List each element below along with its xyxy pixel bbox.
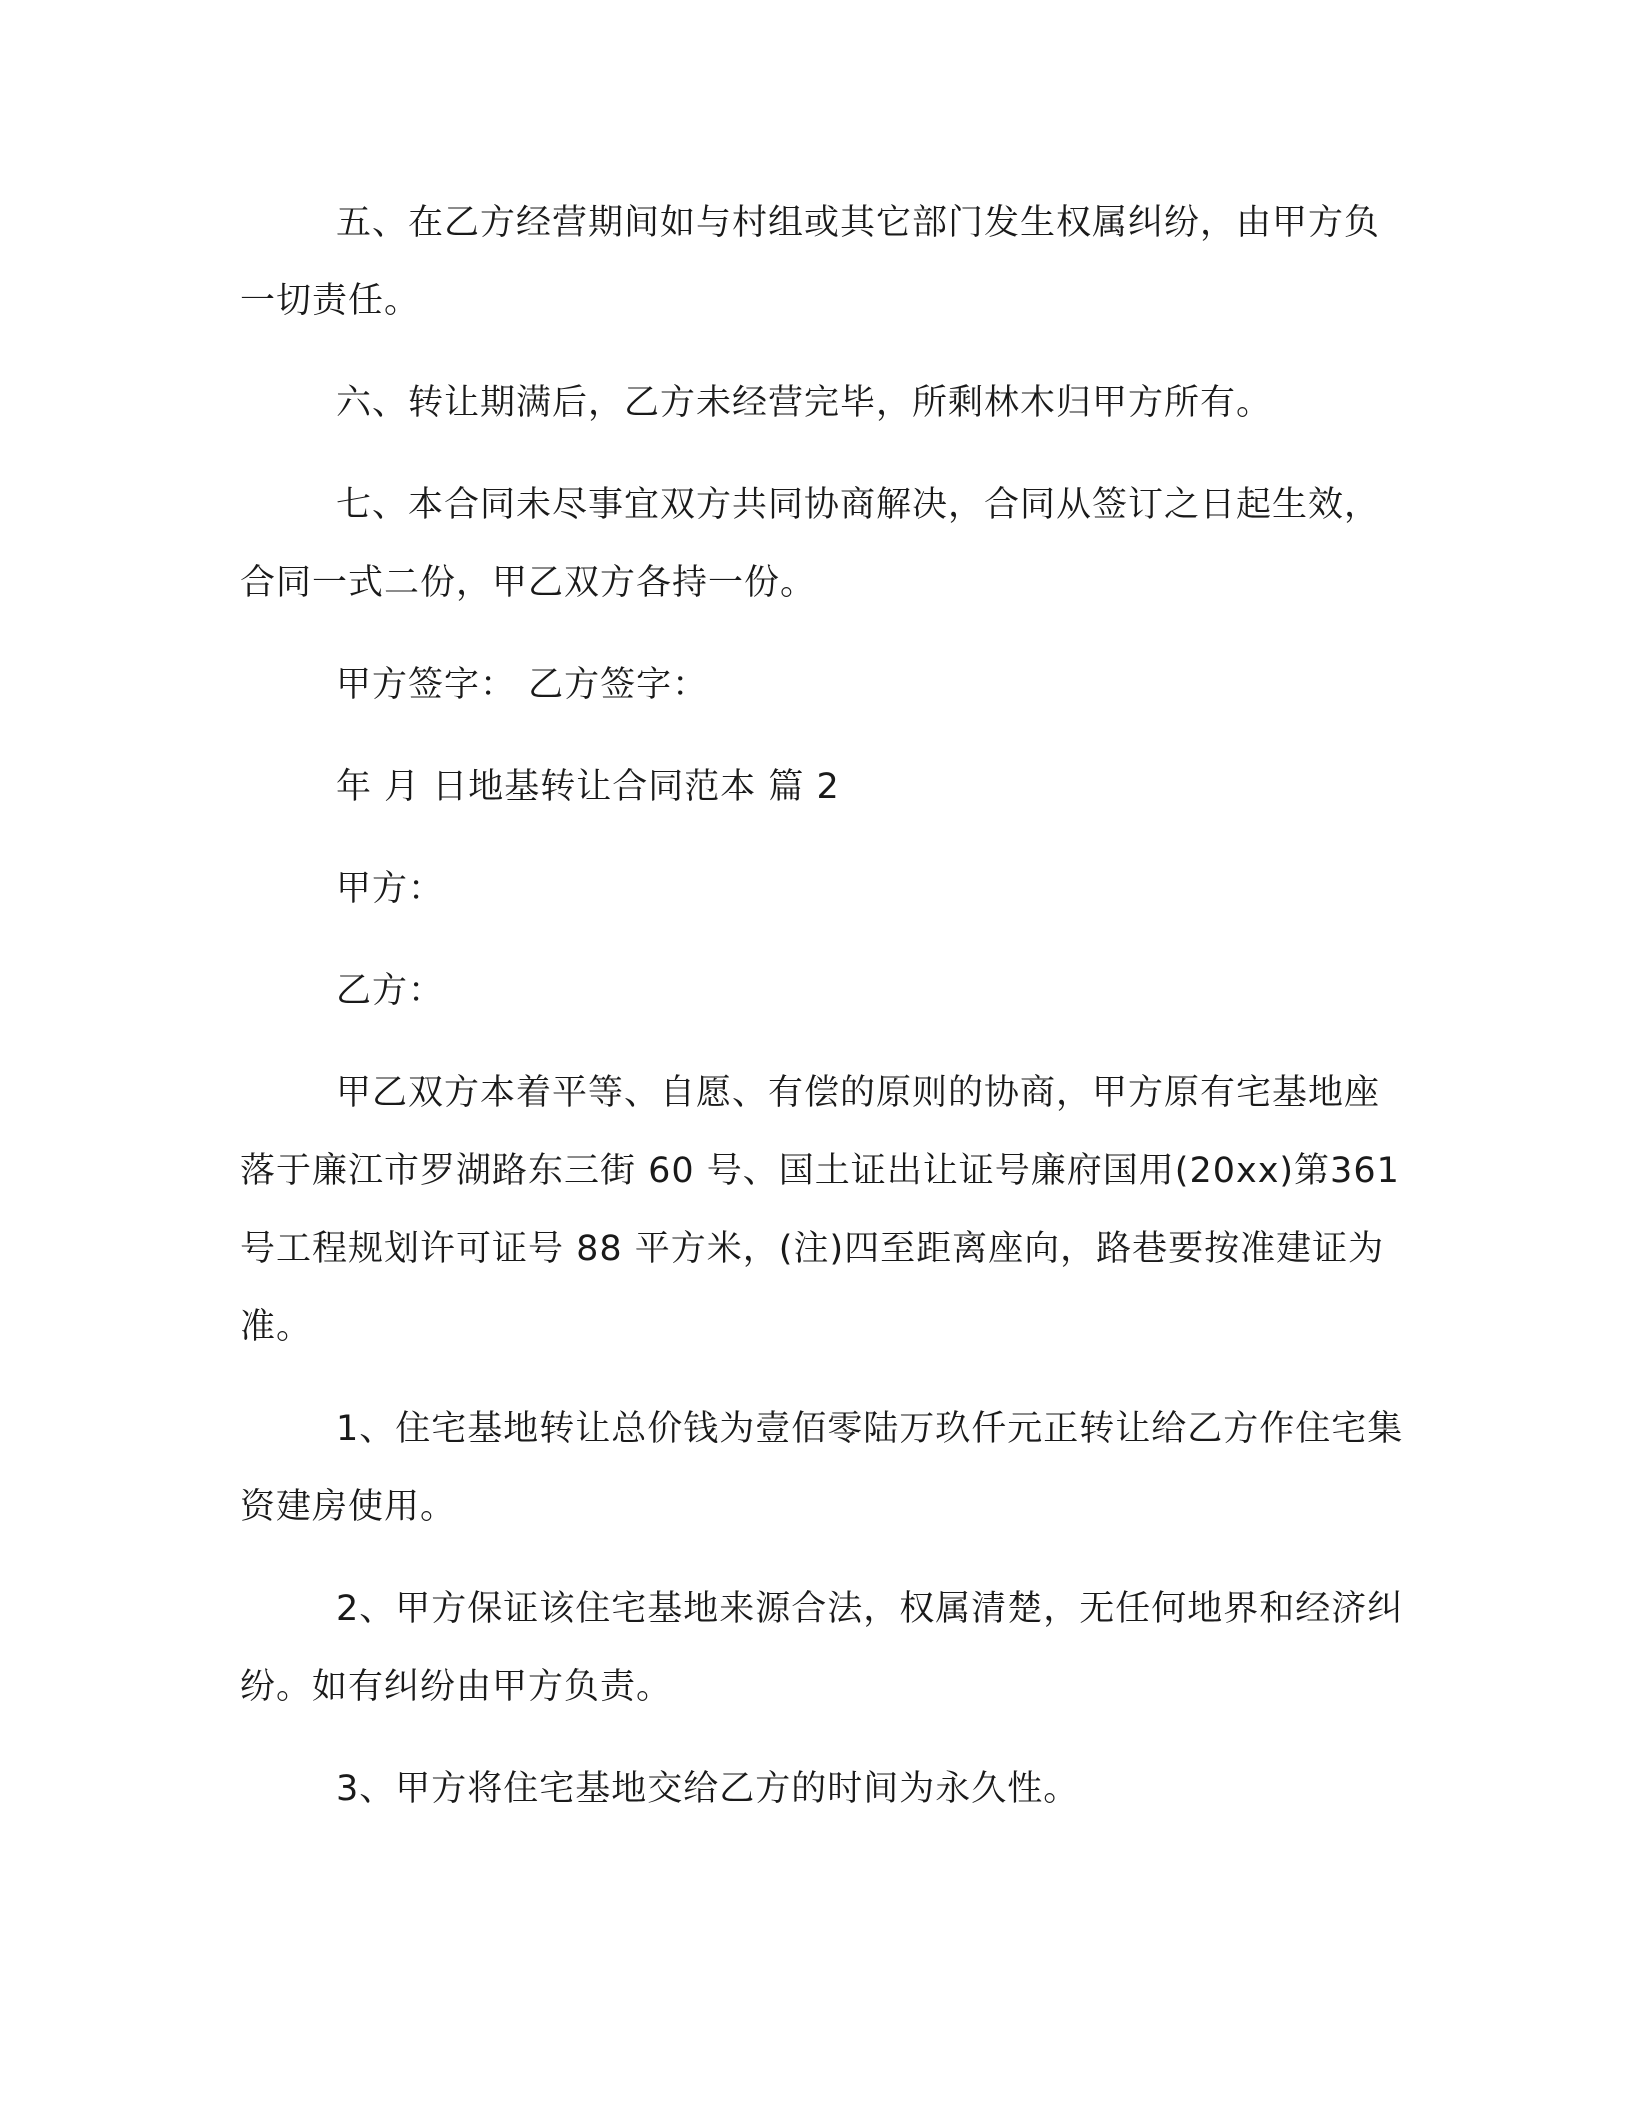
party-a-label: 甲方：: [336, 869, 445, 909]
clause-3: 3、甲方将住宅基地交给乙方的时间为永久性。: [336, 1769, 1080, 1809]
party-b-label: 乙方：: [336, 971, 445, 1011]
clause-5: 五、在乙方经营期间如与村组或其它部门发生权属纠纷，由甲方负一切责任。: [240, 203, 1381, 321]
clause-6: 六、转让期满后，乙方未经营完毕，所剩林木归甲方所有。: [336, 383, 1273, 423]
date-and-section-title: 年 月 日地基转让合同范本 篇 2: [336, 767, 840, 807]
clause-7: 七、本合同未尽事宜双方共同协商解决，合同从签订之日起生效，合同一式二份，甲乙双方各持一份。: [240, 485, 1381, 603]
signature-line: 甲方签字： 乙方签字：: [336, 665, 709, 705]
clause-2: 2、甲方保证该住宅基地来源合法，权属清楚，无任何地界和经济纠纷。如有纠纷由甲方负责。: [240, 1589, 1404, 1707]
preamble-paragraph: 甲乙双方本着平等、自愿、有偿的原则的协商，甲方原有宅基地座落于廉江市罗湖路东三街 60 号、国土证出让证号廉府国用(20xx)第361 号工程规划许可证号 88 平方米，(注)四至距离座向，路巷要按准建证为准。: [240, 1073, 1400, 1347]
clause-1: 1、住宅基地转让总价钱为壹佰零陆万玖仟元正转让给乙方作住宅集资建房使用。: [240, 1409, 1404, 1527]
